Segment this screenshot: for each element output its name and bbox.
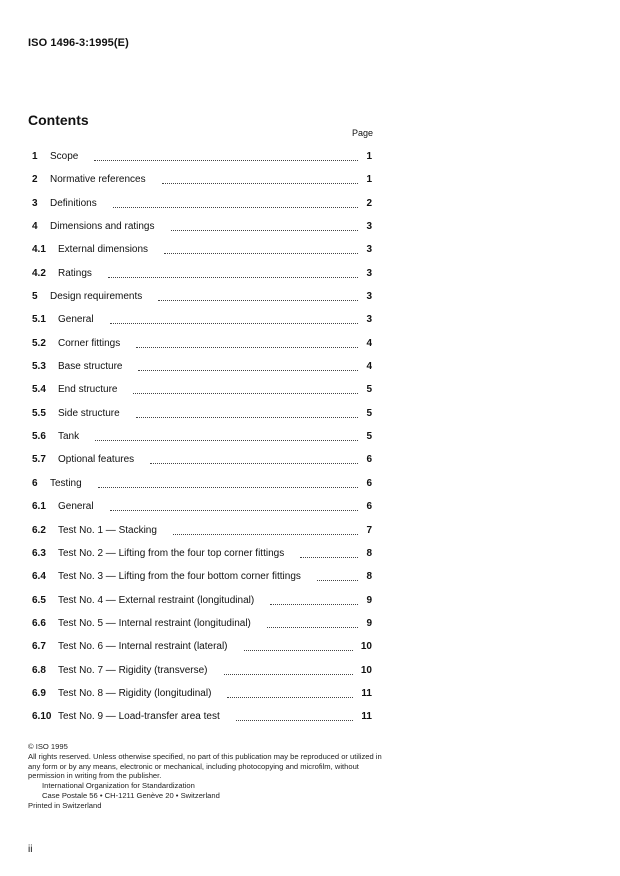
toc-entry-page: 8 — [366, 571, 372, 583]
dot-leader — [94, 159, 358, 161]
toc-entry-number: 4.1 — [32, 244, 46, 256]
toc-entry[interactable] — [28, 378, 376, 401]
toc-entry-page: 6 — [366, 477, 372, 489]
toc-entry[interactable] — [28, 425, 376, 448]
toc-entry[interactable] — [28, 332, 376, 355]
toc-entry[interactable] — [28, 238, 376, 261]
dot-leader — [158, 299, 358, 301]
dot-leader — [244, 649, 353, 651]
dot-leader — [162, 182, 358, 184]
dot-leader — [133, 392, 358, 394]
toc-entry-number: 5.1 — [32, 314, 46, 326]
toc-entry-page: 5 — [366, 384, 372, 396]
toc-entry[interactable] — [28, 589, 376, 612]
toc-entry[interactable] — [28, 145, 376, 168]
toc-entry[interactable] — [28, 168, 376, 191]
toc-entry-title: Test No. 7 — Rigidity (transverse) — [58, 659, 210, 682]
contents-title: Contents — [28, 112, 89, 128]
toc-entry-title: Corner fittings — [58, 332, 122, 355]
toc-entry[interactable] — [28, 635, 376, 658]
toc-entry-number: 6.5 — [32, 594, 46, 606]
dot-leader — [300, 556, 358, 558]
toc-entry-page: 7 — [366, 524, 372, 536]
toc-entry-page: 10 — [360, 641, 372, 653]
toc-entry-page: 4 — [366, 361, 372, 373]
toc-entry-title: Base structure — [58, 355, 124, 378]
dot-leader — [110, 509, 358, 511]
toc-entry-page: 10 — [360, 664, 372, 676]
toc-entry-title: Test No. 8 — Rigidity (longitudinal) — [58, 682, 213, 705]
dot-leader — [270, 603, 358, 605]
toc-entry[interactable] — [28, 495, 376, 518]
toc-entry-page: 6 — [366, 501, 372, 513]
copyright-footer — [28, 742, 388, 811]
toc-entry-title: Design requirements — [50, 285, 144, 308]
page-number: ii — [28, 844, 33, 855]
toc-entry-number: 5 — [32, 291, 38, 303]
organization-name: International Organization for Standardization — [42, 781, 195, 791]
toc-entry-page: 8 — [366, 547, 372, 559]
document-id: ISO 1496-3:1995(E) — [28, 37, 129, 49]
toc-entry[interactable] — [28, 262, 376, 285]
copyright-line: © ISO 1995 — [28, 742, 68, 751]
toc-entry-title: Test No. 1 — Stacking — [58, 519, 159, 542]
toc-entry-page: 3 — [366, 291, 372, 303]
toc-entry-title: Test No. 6 — Internal restraint (lateral) — [58, 635, 230, 658]
toc-entry-number: 6.7 — [32, 641, 46, 653]
dot-leader — [108, 276, 358, 278]
toc-entry-title: Optional features — [58, 448, 136, 471]
toc-entry-title: Tank — [58, 425, 81, 448]
toc-entry-title: Test No. 9 — Load-transfer area test — [58, 705, 222, 728]
toc-entry[interactable] — [28, 285, 376, 308]
toc-entry-page: 1 — [366, 151, 372, 162]
toc-entry-number: 4.2 — [32, 267, 46, 279]
toc-entry-number: 5.5 — [32, 407, 46, 419]
organization-address: Case Postale 56 • CH-1211 Genève 20 • Switzerland — [42, 790, 220, 800]
dot-leader — [136, 416, 358, 418]
dot-leader — [98, 486, 358, 488]
toc-entry-page: 5 — [366, 431, 372, 443]
toc-entry-title: Dimensions and ratings — [50, 215, 157, 238]
toc-entry-number: 6.6 — [32, 617, 46, 629]
toc-entry-title: Test No. 2 — Lifting from the four top corner fittings — [58, 542, 286, 565]
toc-entry[interactable] — [28, 565, 376, 588]
toc-entry-number: 6 — [32, 477, 38, 489]
toc-entry-number: 5.7 — [32, 454, 46, 466]
dot-leader — [136, 346, 358, 348]
toc-entry-number: 4 — [32, 221, 38, 233]
toc-entry-page: 3 — [366, 314, 372, 326]
dot-leader — [150, 462, 358, 464]
toc-entry-page: 1 — [366, 174, 372, 186]
toc-entry-title: Ratings — [58, 262, 94, 285]
toc-entry-page: 9 — [366, 617, 372, 629]
toc-entry-title: End structure — [58, 378, 119, 401]
toc-entry-number: 5.4 — [32, 384, 46, 396]
toc-entry-title: Test No. 4 — External restraint (longitudinal) — [58, 589, 256, 612]
toc-entry[interactable] — [28, 682, 376, 705]
toc-entry-title: Scope — [50, 145, 80, 168]
printed-in: Printed in Switzerland — [28, 800, 102, 810]
toc-entry-title: Test No. 3 — Lifting from the four bottom corner fittings — [58, 565, 303, 588]
toc-entry-title: Testing — [50, 472, 84, 495]
toc-entry-page: 11 — [361, 711, 372, 723]
toc-entry[interactable] — [28, 659, 376, 682]
toc-entry-number: 3 — [32, 197, 38, 209]
table-of-contents — [28, 145, 376, 729]
toc-entry-title: General — [58, 308, 96, 331]
toc-entry-page: 3 — [366, 267, 372, 279]
toc-entry[interactable] — [28, 612, 376, 635]
toc-entry[interactable] — [28, 308, 376, 331]
toc-entry[interactable] — [28, 355, 376, 378]
toc-entry-page: 11 — [361, 687, 372, 699]
toc-entry-number: 2 — [32, 174, 38, 186]
toc-entry-number: 6.2 — [32, 524, 46, 536]
toc-entry-page: 5 — [366, 407, 372, 419]
toc-entry-page: 2 — [366, 197, 372, 209]
rights-statement: All rights reserved. Unless otherwise specified, no part of this publication may be reproduced or utilized in any form or by any means, electronic or mechanical, including photocopying and microfilm, without permission in writing from the publisher. — [28, 751, 382, 781]
toc-entry-number: 6.1 — [32, 501, 46, 513]
toc-entry-number: 5.2 — [32, 337, 46, 349]
toc-entry-title: Test No. 5 — Internal restraint (longitudinal) — [58, 612, 253, 635]
toc-entry-number: 1 — [32, 151, 38, 162]
toc-entry-title: Definitions — [50, 192, 99, 215]
toc-entry-title: General — [58, 495, 96, 518]
toc-entry[interactable] — [28, 192, 376, 215]
toc-entry-title: Side structure — [58, 402, 122, 425]
dot-leader — [164, 252, 358, 254]
toc-entry[interactable] — [28, 402, 376, 425]
dot-leader — [224, 673, 353, 675]
dot-leader — [236, 719, 353, 721]
dot-leader — [173, 533, 358, 535]
dot-leader — [95, 439, 358, 441]
dot-leader — [317, 579, 358, 581]
toc-entry[interactable] — [28, 542, 376, 565]
toc-entry-number: 5.3 — [32, 361, 46, 373]
toc-entry-page: 3 — [366, 244, 372, 256]
toc-entry[interactable] — [28, 215, 376, 238]
toc-entry-page: 4 — [366, 337, 372, 349]
toc-entry[interactable] — [28, 472, 376, 495]
toc-entry[interactable] — [28, 519, 376, 542]
dot-leader — [110, 322, 358, 324]
toc-entry-number: 6.10 — [32, 711, 52, 723]
toc-entry-number: 6.9 — [32, 687, 46, 699]
toc-entry-number: 6.8 — [32, 664, 46, 676]
toc-entry-number: 6.3 — [32, 547, 46, 559]
dot-leader — [113, 206, 358, 208]
toc-entry-page: 6 — [366, 454, 372, 466]
toc-entry-page: 9 — [366, 594, 372, 606]
toc-entry-number: 6.4 — [32, 571, 46, 583]
dot-leader — [138, 369, 358, 371]
toc-entry-number: 5.6 — [32, 431, 46, 443]
toc-entry[interactable] — [28, 705, 376, 728]
dot-leader — [227, 696, 353, 698]
dot-leader — [171, 229, 358, 231]
toc-entry-title: Normative references — [50, 168, 148, 191]
toc-entry[interactable] — [28, 448, 376, 471]
toc-entry-page: 3 — [366, 221, 372, 233]
toc-entry-title: External dimensions — [58, 238, 150, 261]
page-column-label: Page — [352, 128, 374, 138]
dot-leader — [267, 626, 358, 628]
